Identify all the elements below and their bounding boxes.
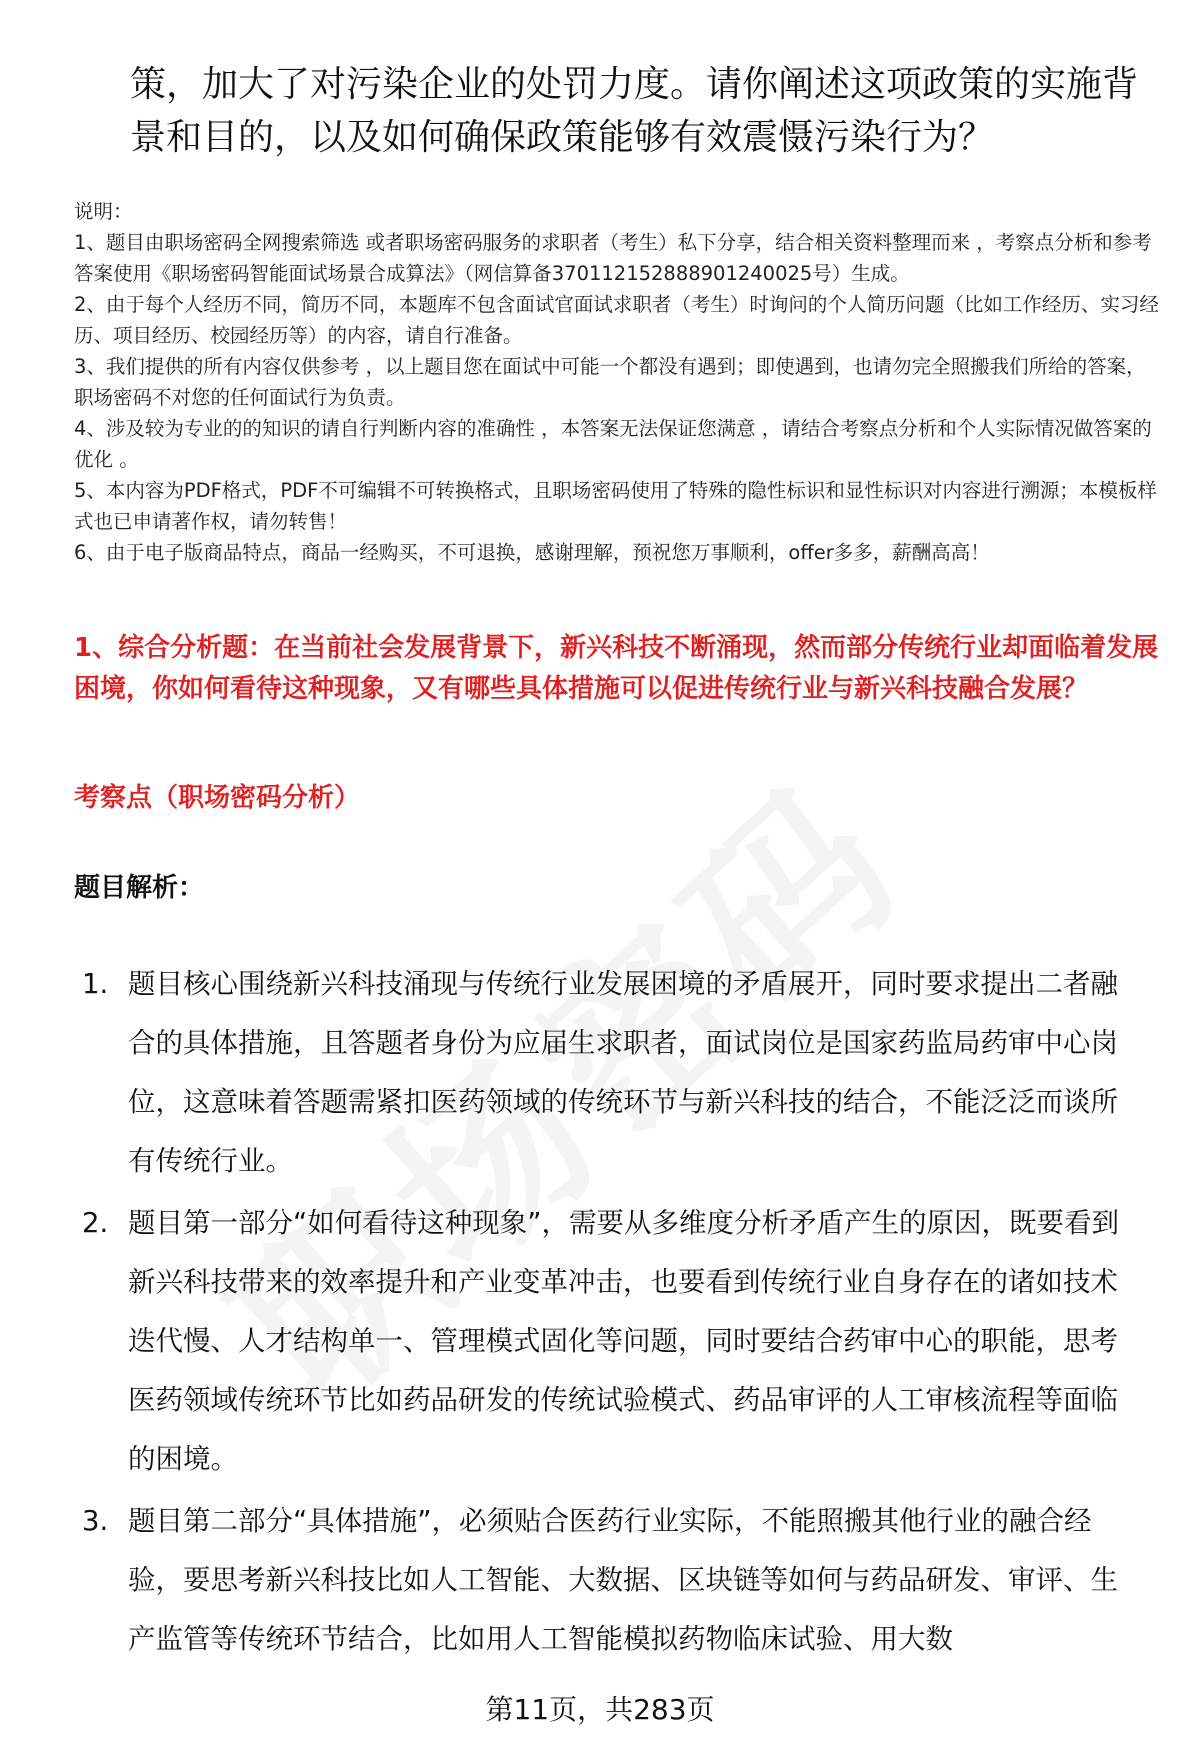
analysis-item-number: 1. bbox=[82, 968, 109, 1000]
analysis-item-text: 题目核心围绕新兴科技涌现与传统行业发展困境的矛盾展开，同时要求提出二者融合的具体措施，且答题者身份为应届生求职者，面试岗位是国家药监局药审中心岗位，这意味着答题需紧扣医药领域的传统环节与新兴科技的结合，不能泛泛而谈所有传统行业。 bbox=[128, 968, 1118, 1177]
analysis-heading: 题目解析： bbox=[74, 873, 205, 903]
analysis-item bbox=[82, 1194, 1142, 1489]
analysis-item-number: 3. bbox=[82, 1505, 109, 1537]
examination-point-label: 考察点（职场密码分析） bbox=[74, 783, 361, 813]
analysis-item-text: 题目第一部分“如何看待这种现象”，需要从多维度分析矛盾产生的原因，既要看到新兴科技带来的效率提升和产业变革冲击，也要看到传统行业自身存在的诸如技术迭代慢、人才结构单一、管理模式固化等问题，同时要结合药审中心的职能，思考医药领域传统环节比如药品研发的传统试验模式、药品审评的人工审核流程等面临的困境。 bbox=[128, 1207, 1119, 1475]
note-item: 1、题目由职场密码全网搜索筛选 或者职场密码服务的求职者（考生）私下分享，结合相关资料整理而来 ，考察点分析和参考答案使用《职场密码智能面试场景合成算法》（网信算备370112152888901240025号）生成。 bbox=[74, 231, 1152, 285]
analysis-item-number: 2. bbox=[82, 1207, 109, 1239]
note-item: 4、涉及较为专业的的知识的请自行判断内容的准确性 ，本答案无法保证您满意 ，请结合考察点分析和个人实际情况做答案的优化 。 bbox=[74, 417, 1152, 471]
analysis-item-text: 题目第二部分“具体措施”，必须贴合医药行业实际，不能照搬其他行业的融合经验，要思考新兴科技比如人工智能、大数据、区块链等如何与药品研发、审评、生产监管等传统环节结合，比如用人工智能模拟药物临床试验、用大数 bbox=[128, 1505, 1118, 1655]
note-item: 5、本内容为PDF格式，PDF不可编辑不可转换格式，且职场密码使用了特殊的隐性标识和显性标识对内容进行溯源；本模板样式也已申请著作权，请勿转售！ bbox=[74, 479, 1157, 533]
analysis-item bbox=[82, 1492, 1142, 1669]
note-item: 6、由于电子版商品特点，商品一经购买，不可退换，感谢理解，预祝您万事顺利，offer多多，薪酬高高！ bbox=[74, 541, 990, 564]
notes-section bbox=[74, 196, 1164, 568]
page-footer: 第11页，共283页 bbox=[485, 1693, 715, 1726]
notes-heading: 说明： bbox=[74, 200, 133, 223]
note-item: 2、由于每个人经历不同，简历不同，本题库不包含面试官面试求职者（考生）时询问的个人简历问题（比如工作经历、实习经历、项目经历、校园经历等）的内容，请自行准备。 bbox=[74, 293, 1159, 347]
analysis-item bbox=[82, 955, 1142, 1191]
question-title: 1、综合分析题：在当前社会发展背景下，新兴科技不断涌现，然而部分传统行业却面临着发展困境，你如何看待这种现象，又有哪些具体措施可以促进传统行业与新兴科技融合发展？ bbox=[74, 633, 1159, 704]
note-item: 3、我们提供的所有内容仅供参考 ，以上题目您在面试中可能一个都没有遇到；即使遇到，也请勿完全照搬我们所给的答案，职场密码不对您的任何面试行为负责。 bbox=[74, 355, 1146, 409]
lead-paragraph: 策，加大了对污染企业的处罚力度。请你阐述这项政策的实施背景和目的，以及如何确保政策能够有效震慑污染行为？ bbox=[130, 64, 1139, 158]
analysis-list bbox=[82, 955, 1142, 1672]
